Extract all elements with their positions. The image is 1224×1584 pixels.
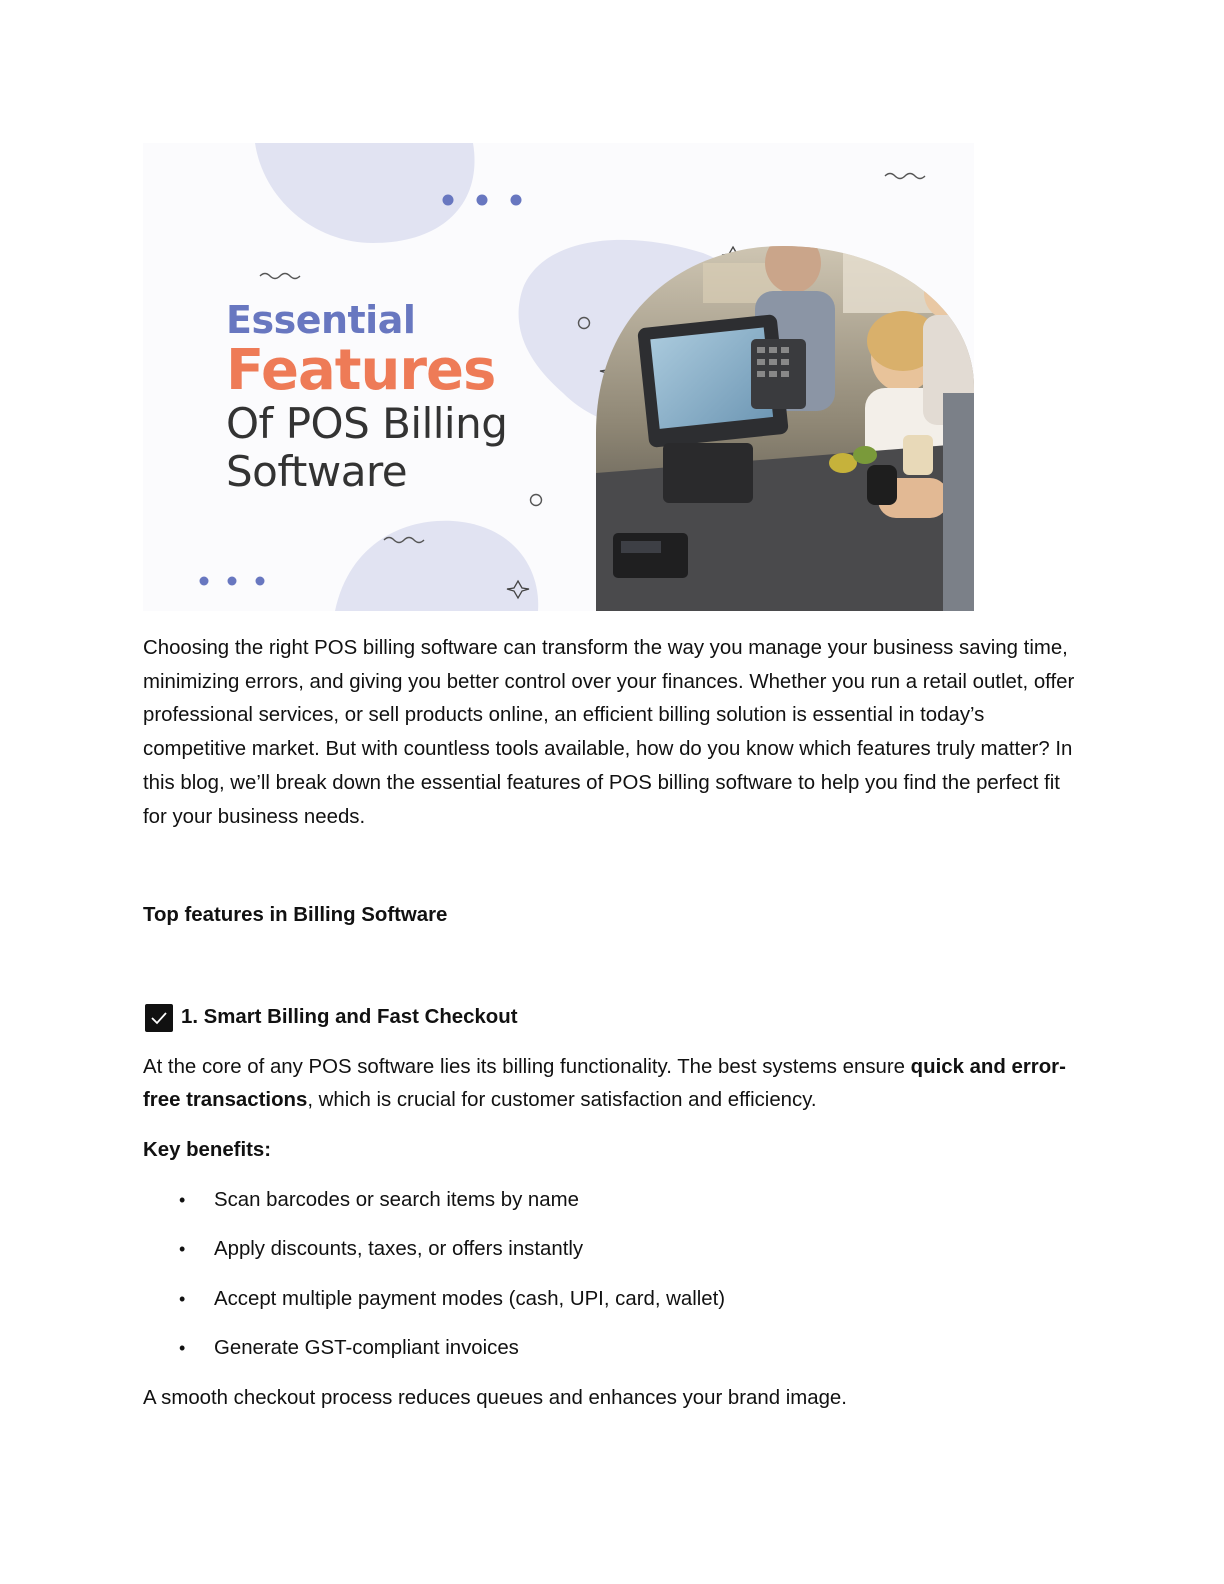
hero-title [226, 298, 508, 496]
feature-paragraph-pre: At the core of any POS software lies its billing functionality. The best systems ensure [143, 1055, 911, 1078]
blob-bottom [335, 521, 538, 611]
intro-paragraph: Choosing the right POS billing software can transform the way you manage your business saving time, minimizing errors, and giving you better control over your finances. Whether you run a retail outlet, offer professional services, or sell products online, an efficient billing solution is essential in today’s competitive market. But with countless tools available, how do you know which features truly matter? In this blog, we’ll break down the essential features of POS billing software to help you find the perfect fit for your business needs. [143, 637, 1075, 828]
section-heading: Top features in Billing Software [143, 904, 448, 927]
feature-paragraph [143, 1051, 1083, 1118]
bullet-icon: • [179, 1288, 186, 1309]
list-item [143, 1233, 1083, 1267]
feature-paragraph-bold: quick and error-free transactions [143, 1055, 1066, 1112]
key-benefits-label: Key benefits: [143, 1139, 272, 1162]
benefit-text: Generate GST-compliant invoices [214, 1337, 519, 1360]
hero-banner [143, 143, 974, 611]
blob-top [255, 143, 475, 243]
dot [200, 577, 209, 586]
list-item [143, 1184, 1083, 1218]
ring [531, 495, 542, 506]
dot [477, 195, 488, 206]
hero-title-of-pos-billing: Of POS Billing [226, 399, 508, 448]
squiggle-icon [885, 174, 925, 179]
dot [511, 195, 522, 206]
list-item [143, 1332, 1083, 1366]
bullet-icon: • [179, 1239, 186, 1260]
feature-heading [143, 1001, 1083, 1035]
benefits-list [143, 1184, 1083, 1366]
check-box-icon [145, 1004, 173, 1032]
closing-paragraph: A smooth checkout process reduces queues and enhances your brand image. [143, 1386, 847, 1409]
list-item [143, 1283, 1083, 1317]
bullet-icon: • [179, 1189, 186, 1210]
dot [443, 195, 454, 206]
feature-paragraph-post: , which is crucial for customer satisfaction and efficiency. [307, 1089, 817, 1112]
hero-title-features: Features [226, 338, 496, 403]
benefit-text: Apply discounts, taxes, or offers instantly [214, 1238, 584, 1261]
benefit-text: Scan barcodes or search items by name [214, 1188, 579, 1211]
squiggle-icon [260, 274, 300, 279]
dot [256, 577, 265, 586]
feature-title: 1. Smart Billing and Fast Checkout [181, 1005, 518, 1028]
dot [228, 577, 237, 586]
article-body [143, 632, 1083, 1416]
benefit-text: Accept multiple payment modes (cash, UPI, card, wallet) [214, 1287, 726, 1310]
bullet-icon: • [179, 1338, 186, 1359]
hero-title-essential: Essential [226, 298, 416, 342]
hero-title-software: Software [226, 447, 408, 496]
